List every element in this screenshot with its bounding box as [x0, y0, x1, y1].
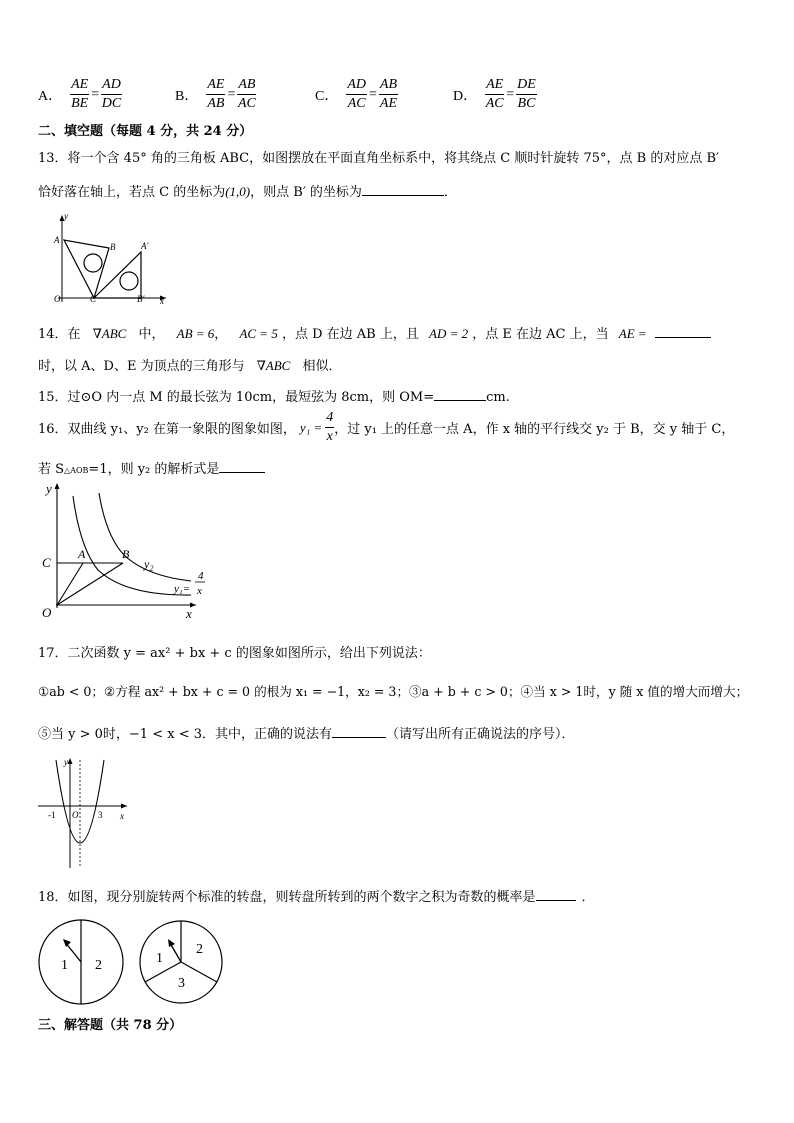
q14-text: ，: [214, 327, 228, 342]
spinner-number: 3: [178, 976, 185, 991]
option-label: C．: [315, 88, 339, 104]
q13-text: 恰好落在轴上，若点 C 的坐标为: [38, 185, 226, 200]
q13-text: ．: [443, 185, 457, 200]
curve-label: y₂: [144, 557, 154, 571]
triangle-hole: [84, 254, 102, 272]
answer-blank[interactable]: [655, 337, 711, 338]
fraction: [237, 78, 256, 111]
y-arrow-icon: [55, 483, 60, 489]
q13-figure: [48, 210, 173, 305]
segment-ob: [57, 563, 123, 605]
q13-line1: 13．将一个含 45° 角的三角板 ABC，如图摆放在平面直角坐标系中，将其绕点 C 顺时针旋转 75°，点 B 的对应点 B′: [38, 151, 719, 166]
section-title: 三、解答题（共 78 分）: [38, 1018, 183, 1033]
point-label: C: [90, 294, 97, 304]
math-expr: AB = 6: [176, 326, 215, 341]
spinner-number: 2: [95, 958, 102, 973]
math-expr: AC = 5: [239, 326, 278, 341]
q14-line2: [38, 355, 342, 374]
fraction: [101, 78, 122, 111]
denominator: x: [197, 585, 202, 597]
origin-label: O: [72, 810, 79, 820]
math-expr: y₁ =: [299, 419, 323, 435]
y-label: y: [64, 211, 68, 221]
equals-sign: =: [227, 86, 236, 102]
point-label: B′: [137, 294, 145, 304]
denominator: AC: [237, 96, 256, 111]
x-label: x: [160, 296, 164, 305]
q12-options: [38, 78, 598, 120]
numerator: 4: [325, 411, 334, 428]
denominator: AC: [485, 96, 504, 111]
q14-text: ，点 E 在边 AC 上，当: [472, 327, 609, 342]
spinner-1: [39, 920, 123, 1004]
fraction: [70, 78, 89, 111]
q14-text: 相似．: [302, 359, 342, 374]
coordinate: (1,0): [225, 184, 251, 199]
q14-text: 中，: [138, 327, 165, 342]
fraction: [516, 78, 537, 111]
q14-text: 14．在: [38, 327, 81, 342]
q18-text: ．: [581, 890, 595, 905]
q16-text: =1，则 y₂ 的解析式是: [88, 462, 220, 477]
numerator: AE: [70, 78, 89, 95]
q15-text: 15．过⊙O 内一点 M 的最长弦为 10cm，最短弦为 8cm，则 OM=: [38, 390, 435, 405]
q16-text: 16．双曲线 y₁、y₂ 在第一象限的图象如图，: [38, 422, 296, 437]
q17-figure: [34, 756, 134, 872]
y-arrow-icon: [68, 758, 73, 764]
point-label: A: [78, 547, 86, 561]
q16-line1: [38, 411, 734, 444]
curve-label: y₁=: [174, 583, 191, 595]
tick-label: 3: [98, 810, 103, 820]
answer-blank[interactable]: [362, 195, 444, 196]
arrow-head-icon: [63, 939, 71, 947]
equals-sign: =: [91, 86, 100, 102]
denominator: BE: [71, 96, 89, 111]
option-c: [315, 78, 398, 111]
point-label: B: [122, 547, 130, 561]
y-label: y: [64, 757, 68, 767]
triangle-hole: [120, 272, 138, 290]
denominator: DC: [101, 96, 122, 111]
q18-figure: [38, 918, 228, 1008]
numerator: 4: [198, 570, 204, 582]
section-title: 二、填空题（每题 4 分，共 24 分）: [38, 124, 253, 139]
q18-text: 18．如图，现分别旋转两个标准的转盘，则转盘所转到的两个数字之积为奇数的概率是: [38, 890, 536, 905]
q14-text: 时，以 A、D、E 为顶点的三角形与: [38, 359, 245, 374]
spinner-2: [140, 921, 222, 1003]
numerator: AE: [485, 78, 504, 95]
q13-line2: [38, 181, 457, 200]
x-label: x: [186, 606, 192, 621]
denominator: AE: [379, 96, 398, 111]
spinner-number: 1: [156, 951, 163, 966]
option-label: B．: [175, 88, 199, 104]
option-label: A．: [38, 88, 63, 104]
fraction: [485, 78, 504, 111]
q17-text: ⑤当 y > 0时，−1 < x < 3．其中，正确的说法有: [38, 727, 332, 742]
point-label: B: [110, 242, 116, 252]
answer-blank[interactable]: [536, 900, 576, 901]
denominator: x: [326, 429, 333, 444]
curve-y1: [73, 496, 191, 595]
point-label: A: [54, 235, 60, 245]
numerator: AD: [101, 78, 122, 95]
spinner-divider: [181, 962, 217, 982]
denominator: AC: [347, 96, 366, 111]
denominator: AB: [207, 96, 225, 111]
numerator: DE: [516, 78, 537, 95]
tick-label: -1: [48, 810, 56, 820]
denominator: BC: [517, 96, 536, 111]
subscript: △AOB: [64, 466, 89, 475]
point-label: C: [42, 555, 51, 570]
x-label: x: [120, 811, 124, 821]
option-b: [175, 78, 256, 111]
numerator: AB: [379, 78, 398, 95]
q16-line2: [38, 458, 265, 477]
point-label: A′: [141, 241, 149, 251]
fraction: [346, 78, 367, 111]
q17-line2: ①ab < 0；②方程 ax² + bx + c = 0 的根为 x₁ = −1，x₂ = 3；③a + b + c > 0；④当 x > 1时，y 随 x 值的增大而增大；: [38, 684, 749, 699]
x-arrow-icon: [121, 804, 127, 809]
numerator: AE: [206, 78, 225, 95]
q14-text: ，点 D 在边 AB 上，且: [281, 327, 419, 342]
q13-text: ，则点 B′ 的坐标为: [250, 185, 362, 200]
equals-sign: =: [506, 86, 515, 102]
q14-line1: [38, 323, 711, 342]
q17-line1: 17．二次函数 y = ax² + bx + c 的图象如图所示，给出下列说法：: [38, 646, 431, 661]
numerator: AD: [346, 78, 367, 95]
point-label: O: [54, 294, 61, 304]
y-label: y: [46, 481, 52, 496]
spinner-number: 2: [196, 942, 203, 957]
triangle-symbol: ∇ABC: [92, 326, 127, 341]
q17-line3: [38, 723, 575, 742]
answer-blank[interactable]: [219, 472, 265, 473]
q15: [38, 386, 510, 405]
numerator: AB: [237, 78, 256, 95]
option-label: D．: [453, 88, 478, 104]
fraction: [206, 78, 225, 111]
option-a: [38, 78, 122, 111]
spinner-divider: [145, 962, 181, 982]
equals-sign: =: [369, 86, 377, 102]
option-d: [453, 78, 537, 111]
q16-text: 若 S: [38, 462, 65, 477]
fraction: [325, 411, 334, 444]
q16-text: ，过 y₁ 上的任意一点 A，作 x 轴的平行线交 y₂ 于 B，交 y 轴于 C，: [334, 422, 735, 437]
spinner-pointer: [170, 943, 181, 962]
segment-oa: [57, 563, 83, 605]
q16-figure: [36, 478, 206, 623]
math-expr: AD = 2: [429, 326, 469, 341]
spinner-number: 1: [61, 958, 68, 973]
answer-blank[interactable]: [332, 737, 386, 738]
q17-text: （请写出所有正确说法的序号）．: [386, 727, 575, 742]
fraction: [379, 78, 398, 111]
point-label: O: [42, 605, 52, 620]
math-expr: AE =: [618, 326, 647, 341]
answer-blank[interactable]: [434, 400, 486, 401]
triangle-symbol: ∇ABC: [256, 358, 291, 373]
q18: [38, 886, 595, 905]
q15-text: cm.: [486, 390, 510, 405]
